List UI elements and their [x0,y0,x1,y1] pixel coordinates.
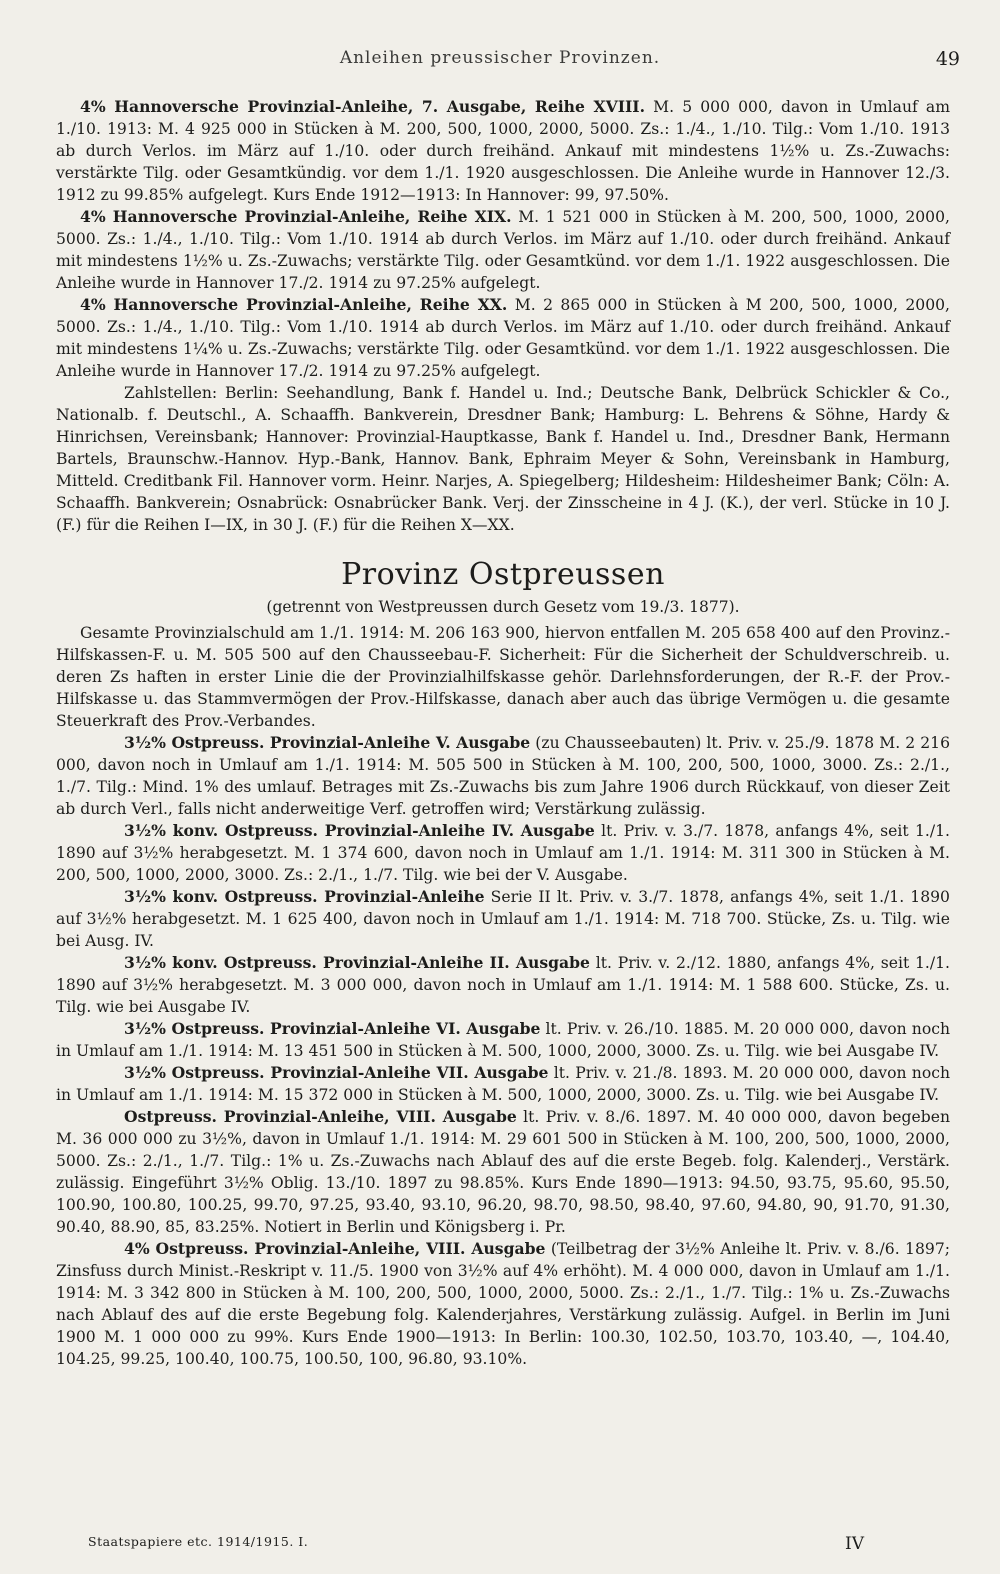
bond-title: 3½% Ostpreuss. Provinzial-Anleihe VI. Ausgabe [124,1019,541,1038]
running-title: Anleihen preussischer Provinzen. [339,48,661,68]
bond-entry [56,1238,950,1370]
bond-text: lt. Priv. v. 26./10. 1885. M. 20 000 000, davon noch in Umlauf am 1./1. 1914: M. 13 451 500 in Stücken à M. 500, 1000, 2000, 3000. Zs. u. Tilg. wie bei Ausgabe IV. [56,1020,950,1060]
bond-title: 4% Hannoversche Provinzial-Anleihe, Reihe XIX. [80,207,512,226]
bond-entry [56,206,950,294]
bond-text: lt. Priv. v. 3./7. 1878, anfangs 4%, seit 1./1. 1890 auf 3½% herabgesetzt. M. 1 374 600, davon noch in Umlauf am 1./1. 1914: M. 311 300 in Stücken à M. 200, 500, 1000, 2000, 3000. Zs.: 2./1., 1./7. Tilg. wie bei der V. Ausgabe. [56,822,950,884]
bond-entry [56,886,950,952]
paying-agents: Zahlstellen: Berlin: Seehandlung, Bank f. Handel u. Ind.; Deutsche Bank, Delbrück Schickler & Co., Nationalb. f. Deutschl., A. Schaaffh. Bankverein, Dresdner Bank; Hamburg: L. Behrens & Söhne, Hardy & Hinrichsen, Vereinsbank; Hannover: Provinzial-Hauptkasse, Bank f. Handel u. Ind., Dresdner Bank, Hermann Bartels, Braunschw.-Hannov. Hyp.-Bank, Hannov. Bank, Ephraim Meyer & Sohn, Vereinsbank in Hamburg, Mitteld. Creditbank Fil. Hannover vorm. Heinr. Narjes, A. Spiegelberg; Hildesheim: Hildesheimer Bank; Cöln: A. Schaaffh. Bankverein; Osnabrück: Osnabrücker Bank. Verj. der Zinsscheine in 4 J. (K.), der verl. Stücke in 10 J. (F.) für die Reihen I—IX, in 30 J. (F.) für die Reihen X—XX. [56,384,950,534]
page-body [56,96,950,1370]
bond-title: Ostpreuss. Provinzial-Anleihe, VIII. Ausgabe [124,1107,517,1126]
bond-title: 4% Ostpreuss. Provinzial-Anleihe, VIII. Ausgabe [124,1239,546,1258]
bond-title: 3½% konv. Ostpreuss. Provinzial-Anleihe IV. Ausgabe [124,821,595,840]
bond-text: lt. Priv. v. 2./12. 1880, anfangs 4%, seit 1./1. 1890 auf 3½% herabgesetzt. M. 3 000 000, davon noch in Umlauf am 1./1. 1914: M. 1 588 600. Stücke, Zs. u. Tilg. wie bei Ausgabe IV. [56,954,950,1016]
page-footer [88,1534,864,1556]
bond-title: 3½% Ostpreuss. Provinzial-Anleihe VII. Ausgabe [124,1063,549,1082]
bond-text: M. 5 000 000, davon in Umlauf am 1./10. 1913: M. 4 925 000 in Stücken à M. 200, 500, 1000, 2000, 5000. Zs.: 1./4., 1./10. Tilg.: Vom 1./10. 1913 ab durch Verlos. im März auf 1./10. oder durch freihänd. Ankauf mit mindestens 1½% u. Zs.-Zuwachs: verstärkte Tilg. oder Gesamtkündig. vor dem 1./1. 1920 ausgeschlossen. Die Anleihe wurde in Hannover 12./3. 1912 zu 99.85% aufgelegt. Kurs Ende 1912—1913: In Hannover: 99, 97.50%. [56,98,950,204]
section-title: Provinz Ostpreussen [341,557,665,592]
bond-text: lt. Priv. v. 21./8. 1893. M. 20 000 000, davon noch in Umlauf am 1./1. 1914: M. 15 372 000 in Stücken à M. 500, 1000, 2000, 3000. Zs. u. Tilg. wie bei Ausgabe IV. [56,1064,950,1104]
bond-entry [56,1106,950,1238]
bond-title: 3½% konv. Ostpreuss. Provinzial-Anleihe II. Ausgabe [124,953,590,972]
page-header [0,48,1000,78]
bond-title: 3½% konv. Ostpreuss. Provinzial-Anleihe [124,887,485,906]
signature-line: Staatspapiere etc. 1914/1915. I. [88,1534,309,1549]
bond-entry [56,294,950,382]
bond-text: (Teilbetrag der 3½% Anleihe lt. Priv. v. 8./6. 1897; Zinsfuss durch Minist.-Reskript v. 11./5. 1900 von 3½% auf 4% erhöht). M. 4 000 000, davon in Umlauf am 1./1. 1914: M. 3 342 800 in Stücken à M. 100, 200, 500, 1000, 2000, 5000. Zs.: 2./1., 1./7. Tilg.: 1% u. Zs.-Zuwachs nach Ablauf des auf die erste Begebung folg. Kalenderjahres, Verstärkung zulässig. Aufgel. in Berlin im Juni 1900 M. 1 000 000 zu 99%. Kurs Ende 1900—1913: In Berlin: 100.30, 102.50, 103.70, 103.40, —, 104.40, 104.25, 99.25, 100.40, 100.75, 100.50, 100, 96.80, 93.10%. [56,1240,950,1368]
page-number: 49 [935,48,960,70]
bond-entry [56,732,950,820]
bond-text: lt. Priv. v. 8./6. 1897. M. 40 000 000, davon begeben M. 36 000 000 zu 3½%, davon in Umlauf 1./1. 1914: M. 29 601 500 in Stücken à M. 100, 200, 500, 1000, 2000, 5000. Zs.: 2./1., 1./7. Tilg.: 1% u. Zs.-Zuwachs nach Ablauf des auf die erste Begeb. folg. Kalenderj., Verstärk. zulässig. Eingeführt 3½% Oblig. 13./10. 1897 zu 98.85%. Kurs Ende 1890—1913: 94.50, 93.75, 95.60, 95.50, 100.90, 100.80, 100.25, 99.70, 97.25, 93.40, 93.10, 96.20, 98.70, 98.50, 98.40, 97.60, 94.80, 90, 91.70, 91.30, 90.40, 88.90, 85, 83.25%. Notiert in Berlin und Königsberg i. Pr. [56,1108,950,1236]
bond-entry [56,1062,950,1106]
sheet-signature: IV [845,1534,864,1554]
bond-title: 3½% Ostpreuss. Provinzial-Anleihe V. Ausgabe [124,733,531,752]
bond-title: 4% Hannoversche Provinzial-Anleihe, 7. Ausgabe, Reihe XVIII. [80,97,646,116]
bond-text: M. 2 865 000 in Stücken à M 200, 500, 1000, 2000, 5000. Zs.: 1./4., 1./10. Tilg.: Vom 1./10. 1914 ab durch Verlos. im März auf 1./10. oder durch freihänd. Ankauf mit mindestens 1¼% u. Zs.-Zuwachs; verstärkte Tilg. oder Gesamtkünd. vor dem 1./1. 1922 ausgeschlossen. Die Anleihe wurde in Hannover 17./2. 1914 zu 97.25% aufgelegt. [56,296,950,380]
bond-text: Serie II lt. Priv. v. 3./7. 1878, anfangs 4%, seit 1./1. 1890 auf 3½% herabgesetzt. M. 1 625 400, davon noch in Umlauf am 1./1. 1914: M. 718 700. Stücke, Zs. u. Tilg. wie bei Ausg. IV. [56,888,950,950]
section-intro: Gesamte Provinzialschuld am 1./1. 1914: M. 206 163 900, hiervon entfallen M. 205 658 400 auf den Provinz.-Hilfskassen-F. u. M. 505 500 auf den Chausseebau-F. Sicherheit: Für die Sicherheit der Schuldverschreib. u. deren Zs haften in erster Linie die der Provinzialhilfskasse gehör. Darlehnsforderungen, der R.-F. der Prov.-Hilfskasse u. das Stammvermögen der Prov.-Hilfskasse, danach aber auch das übrige Vermögen u. die gesamte Steuerkraft des Prov.-Verbandes. [56,624,950,730]
bond-entry [56,952,950,1018]
bond-text: M. 1 521 000 in Stücken à M. 200, 500, 1000, 2000, 5000. Zs.: 1./4., 1./10. Tilg.: Vom 1./10. 1914 ab durch Verlos. im März auf 1./10. oder durch freihänd. Ankauf mit mindestens 1½% u. Zs.-Zuwachs; verstärkte Tilg. oder Gesamtkünd. vor dem 1./1. 1922 ausgeschlossen. Die Anleihe wurde in Hannover 17./2. 1914 zu 97.25% aufgelegt. [56,208,950,292]
bond-title: 4% Hannoversche Provinzial-Anleihe, Reihe XX. [80,295,508,314]
bond-text: (zu Chausseebauten) lt. Priv. v. 25./9. 1878 M. 2 216 000, davon noch in Umlauf am 1./1. 1914: M. 505 500 in Stücken à M. 100, 200, 500, 1000, 3000. Zs.: 2./1., 1./7. Tilg.: Mind. 1% des umlauf. Betrages mit Zs.-Zuwachs bis zum Jahre 1906 durch Rückkauf, von dieser Zeit ab durch Verl., falls nicht anderweitige Verf. getroffen wird; Verstärkung zulässig. [56,734,950,818]
bond-entry [56,820,950,886]
section-subtitle: (getrennt von Westpreussen durch Gesetz vom 19./3. 1877). [266,598,740,616]
bond-entry [56,1018,950,1062]
bond-entry [56,96,950,206]
